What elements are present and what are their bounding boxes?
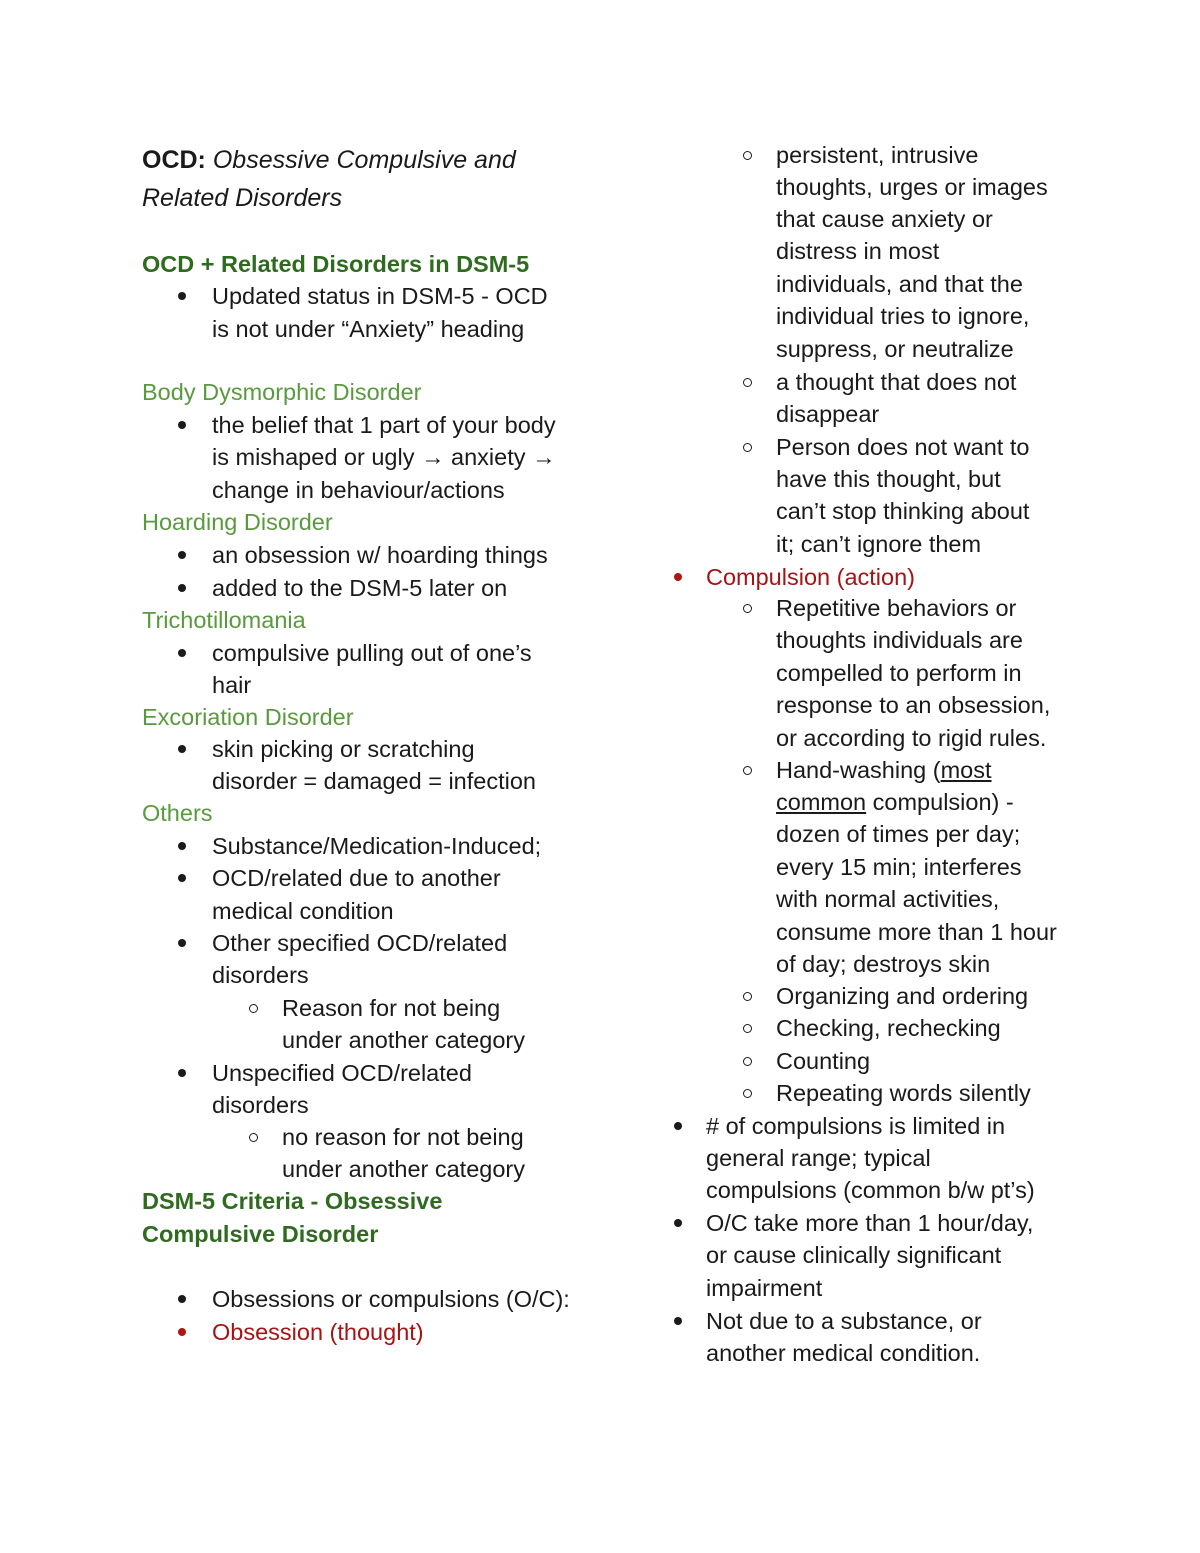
sub-bullet-text: can’t stop thinking about (776, 498, 1030, 524)
sub-bullet-text: Repetitive behaviors or (776, 595, 1017, 621)
document-title-line-2: Related Disorders (142, 184, 343, 212)
sub-bullet-text: thoughts individuals are (776, 627, 1023, 653)
underlined-common: common (776, 789, 867, 815)
bullet-text: Obsessions or compulsions (O/C): (212, 1286, 570, 1312)
sub-bullet-text: Counting (776, 1048, 871, 1074)
document-title-line-1 (142, 144, 516, 176)
sub-bullet-circle (743, 151, 752, 160)
bullet-text: the belief that 1 part of your body (212, 412, 556, 438)
bullet-text: OCD/related due to another (212, 865, 501, 891)
bullet-text: change in behaviour/actions (212, 477, 505, 503)
title-prefix: OCD: (142, 146, 206, 174)
obsession-label: Obsession (thought) (212, 1319, 424, 1345)
sub-bullet-text: compelled to perform in (776, 660, 1022, 686)
sub-bullet-text: Person does not want to (776, 434, 1030, 460)
bullet-text: Unspecified OCD/related (212, 1060, 472, 1086)
bullet-text: compulsive pulling out of one’s (212, 640, 532, 666)
bullet-text: an obsession w/ hoarding things (212, 542, 548, 568)
bullet-dot (178, 1328, 186, 1336)
sub-bullet-circle (743, 604, 752, 613)
compulsion-label: Compulsion (action) (706, 564, 915, 590)
sub-bullet-text: thoughts, urges or images (776, 174, 1048, 200)
sub-bullet-text: that cause anxiety or (776, 206, 993, 232)
bullet-dot (674, 1122, 682, 1130)
sub-bullet-text: a thought that does not (776, 369, 1017, 395)
bullet-dot (178, 292, 186, 300)
sub-bullet-circle (249, 1133, 258, 1142)
bullet-dot (674, 1317, 682, 1325)
bullet-dot (178, 584, 186, 592)
bullet-text: Substance/Medication-Induced; (212, 833, 542, 859)
sub-bullet-text: have this thought, but (776, 466, 1001, 492)
section-heading-ocd-dsm5: OCD + Related Disorders in DSM-5 (142, 251, 530, 277)
bullet-dot (178, 1295, 186, 1303)
sub-bullet-circle (743, 378, 752, 387)
sub-bullet-text: every 15 min; interferes (776, 854, 1022, 880)
sub-bullet-text: dozen of times per day; (776, 821, 1021, 847)
bullet-text: skin picking or scratching (212, 736, 475, 762)
section-heading-hoarding: Hoarding Disorder (142, 509, 333, 535)
sub-bullet-circle (743, 1057, 752, 1066)
bullet-text: Updated status in DSM-5 - OCD (212, 283, 548, 309)
section-heading-others: Others (142, 800, 213, 826)
sub-bullet-text: distress in most (776, 238, 940, 264)
bullet-dot (674, 1219, 682, 1227)
sub-bullet-circle (743, 992, 752, 1001)
sub-bullet-circle (743, 766, 752, 775)
bullet-text: general range; typical (706, 1145, 931, 1171)
sub-bullet-text: individual tries to ignore, (776, 303, 1030, 329)
bullet-text: or cause clinically significant (706, 1242, 1002, 1268)
sub-bullet-text: no reason for not being (282, 1124, 524, 1150)
sub-bullet-circle (743, 443, 752, 452)
bullet-text: disorders (212, 1092, 309, 1118)
sub-bullet-text (776, 786, 1014, 818)
bullet-text: disorder = damaged = infection (212, 768, 536, 794)
section-heading-dsm5-criteria: DSM-5 Criteria - Obsessive (142, 1188, 443, 1214)
bullet-dot (178, 874, 186, 882)
bullet-text: another medical condition. (706, 1340, 981, 1366)
section-heading-excoriation: Excoriation Disorder (142, 704, 354, 730)
sub-bullet-text: individuals, and that the (776, 271, 1023, 297)
compulsion-text: compulsion) - (866, 789, 1014, 815)
sub-bullet-text: disappear (776, 401, 880, 427)
bullet-text: Other specified OCD/related (212, 930, 508, 956)
sub-bullet-text: suppress, or neutralize (776, 336, 1014, 362)
bullet-text: # of compulsions is limited in (706, 1113, 1006, 1139)
bullet-text: medical condition (212, 898, 394, 924)
bullet-text: added to the DSM-5 later on (212, 575, 508, 601)
sub-bullet-text: Repeating words silently (776, 1080, 1031, 1106)
section-heading-trichotillomania: Trichotillomania (142, 607, 306, 633)
bullet-text: hair (212, 672, 252, 698)
sub-bullet-text: Reason for not being (282, 995, 501, 1021)
bullet-dot (178, 745, 186, 753)
sub-bullet-text: with normal activities, (776, 886, 1000, 912)
bullet-text: O/C take more than 1 hour/day, (706, 1210, 1034, 1236)
sub-bullet-text: persistent, intrusive (776, 142, 979, 168)
bullet-text: is not under “Anxiety” heading (212, 316, 525, 342)
sub-bullet-text: of day; destroys skin (776, 951, 991, 977)
underlined-most: most (940, 757, 992, 783)
handwashing-text: Hand-washing ( (776, 757, 941, 783)
bullet-dot (178, 551, 186, 559)
bullet-dot (178, 939, 186, 947)
sub-bullet-circle (743, 1089, 752, 1098)
sub-bullet-text: it; can’t ignore them (776, 531, 982, 557)
sub-bullet-text: response to an obsession, (776, 692, 1051, 718)
sub-bullet-text: Organizing and ordering (776, 983, 1029, 1009)
sub-bullet-text: or according to rigid rules. (776, 725, 1047, 751)
sub-bullet-circle (249, 1004, 258, 1013)
bullet-dot (178, 421, 186, 429)
bullet-text: compulsions (common b/w pt’s) (706, 1177, 1035, 1203)
sub-bullet-text: under another category (282, 1156, 525, 1182)
bullet-text: disorders (212, 962, 309, 988)
sub-bullet-text (776, 754, 992, 786)
sub-bullet-text: consume more than 1 hour (776, 919, 1057, 945)
title-rest: Obsessive Compulsive and (212, 146, 516, 174)
sub-bullet-circle (743, 1024, 752, 1033)
bullet-text: Not due to a substance, or (706, 1308, 982, 1334)
bullet-dot (178, 649, 186, 657)
sub-bullet-text: Checking, rechecking (776, 1015, 1001, 1041)
bullet-dot (178, 1069, 186, 1077)
section-heading-dsm5-criteria: Compulsive Disorder (142, 1221, 379, 1247)
bullet-dot (178, 842, 186, 850)
bullet-text: is mishaped or ugly → anxiety → (212, 444, 556, 470)
bullet-text: impairment (706, 1275, 823, 1301)
bullet-dot (674, 573, 682, 581)
section-heading-body-dysmorphic: Body Dysmorphic Disorder (142, 379, 422, 405)
sub-bullet-text: under another category (282, 1027, 525, 1053)
